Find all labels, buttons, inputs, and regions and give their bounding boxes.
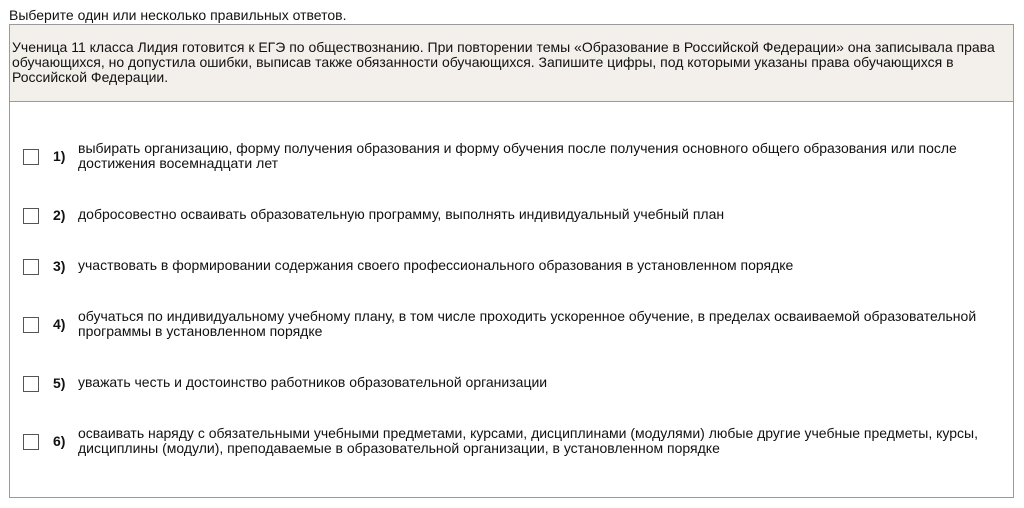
instruction-text: Выберите один или несколько правильных ответов.: [9, 7, 347, 23]
option-3-text: участвовать в формировании содержания своего профессионального образования в установленном порядке: [78, 257, 794, 273]
option-4-text: обучаться по индивидуальному учебному плану, в том числе проходить ускоренное обучение, в пределах осваиваемой образовательной программы в установленном порядке: [78, 308, 977, 339]
option-2-number: 2): [53, 207, 66, 223]
option-3-checkbox[interactable]: [23, 259, 39, 275]
option-3-number: 3): [53, 258, 66, 274]
option-5-text: уважать честь и достоинство работников образовательной организации: [78, 374, 548, 390]
option-4-number: 4): [53, 316, 66, 332]
option-4-checkbox[interactable]: [23, 317, 39, 333]
option-2-checkbox[interactable]: [23, 208, 39, 224]
option-2-text: добросовестно осваивать образовательную программу, выполнять индивидуальный учебный план: [78, 206, 725, 222]
option-6-checkbox[interactable]: [23, 434, 39, 450]
option-1-checkbox[interactable]: [23, 149, 39, 165]
option-6-number: 6): [53, 433, 66, 449]
option-1-text: выбирать организацию, форму получения образования и форму обучения после получения основного общего образования или после достижения восемнадцати лет: [78, 140, 957, 171]
question-frame: [9, 24, 1014, 498]
option-1-number: 1): [53, 148, 66, 164]
question-text: Ученица 11 класса Лидия готовится к ЕГЭ по обществознанию. При повторении темы «Образование в Российской Федерации» она записывала права обучающихся, но допустила ошибки, выписав также обязанности обучающихся. Запишите цифры, под которыми указаны права обучающихся в Российской Федерации.: [10, 25, 1013, 102]
option-5-checkbox[interactable]: [23, 376, 39, 392]
option-5-number: 5): [53, 375, 66, 391]
option-6-text: осваивать наряду с обязательными учебными предметами, курсами, дисциплинами (модулями) любые другие учебные предметы, курсы, дисциплины (модули), преподаваемые в образовательной организации, в установленном порядке: [78, 425, 979, 456]
